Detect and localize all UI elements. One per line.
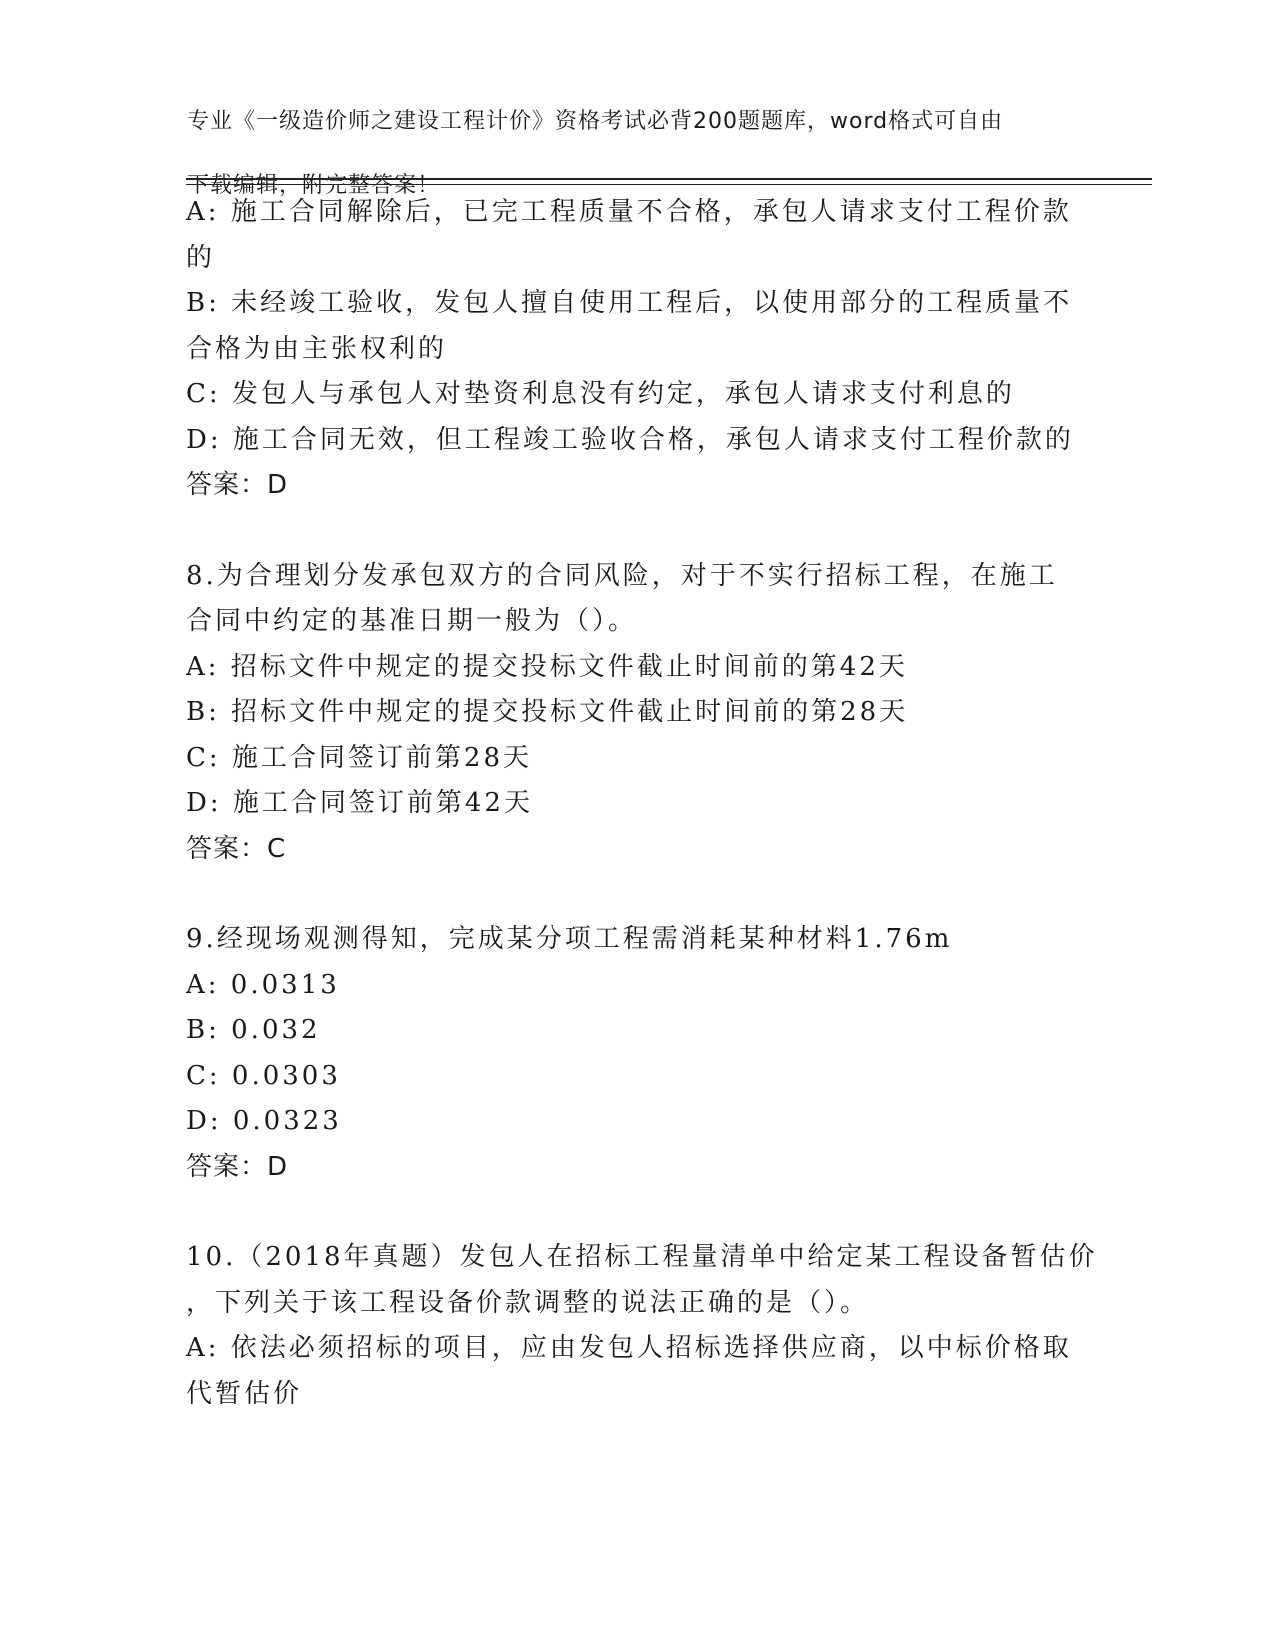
question-stem-line-1: 8.为合理划分发承包双方的合同风险，对于不实行招标工程，在施工 bbox=[186, 560, 1058, 591]
option-a-line-2: 代暂估价 bbox=[186, 1378, 303, 1409]
answer: 答案：C bbox=[186, 833, 287, 864]
header-line-1: 专业《一级造价师之建设工程计价》资格考试必背200题题库，word格式可自由 bbox=[187, 109, 1004, 134]
option-d: D: 施工合同签订前第42天 bbox=[186, 788, 533, 818]
question-stem-line-2: ，下列关于该工程设备价款调整的说法正确的是（）。 bbox=[186, 1287, 870, 1318]
option-b: B: 0.032 bbox=[186, 1015, 321, 1045]
header-divider-thin bbox=[186, 184, 1152, 185]
answer: 答案：D bbox=[186, 470, 289, 500]
question-content bbox=[186, 190, 1098, 1462]
option-c: C: 0.0303 bbox=[186, 1060, 341, 1091]
question-8 bbox=[186, 554, 1086, 873]
option-b-line-1: B: 未经竣工验收，发包人擅自使用工程后，以使用部分的工程质量不 bbox=[186, 288, 1073, 318]
option-a-line-1: A: 施工合同解除后，已完工程质量不合格，承包人请求支付工程价款 bbox=[186, 197, 1072, 227]
question-stem-line-1: 9.经现场观测得知，完成某分项工程需消耗某种材料1.76m bbox=[186, 924, 953, 954]
question-stem-line-2: 合同中约定的基准日期一般为（）。 bbox=[186, 606, 638, 636]
option-a: A: 招标文件中规定的提交投标文件截止时间前的第42天 bbox=[186, 651, 908, 682]
question-7 bbox=[186, 190, 1086, 509]
option-d: D: 0.0323 bbox=[186, 1106, 342, 1136]
answer: 答案：D bbox=[186, 1151, 289, 1182]
option-c: C: 发包人与承包人对垫资利息没有约定，承包人请求支付利息的 bbox=[186, 379, 1015, 409]
option-b: B: 招标文件中规定的提交投标文件截止时间前的第28天 bbox=[186, 697, 909, 727]
option-a-line-2: 的 bbox=[186, 242, 216, 273]
option-a-line-1: A: 依法必须招标的项目，应由发包人招标选择供应商，以中标价格取 bbox=[186, 1333, 1072, 1363]
header-divider-thick bbox=[186, 178, 1152, 180]
question-stem-line-1: 10.（2018年真题）发包人在招标工程量清单中给定某工程设备暂估价 bbox=[186, 1242, 1098, 1272]
option-b-line-2: 合格为由主张权利的 bbox=[186, 333, 448, 364]
option-a: A: 0.0313 bbox=[186, 969, 340, 1000]
question-10 bbox=[186, 1235, 1098, 1417]
question-9 bbox=[186, 917, 1086, 1190]
option-c: C: 施工合同签订前第28天 bbox=[186, 742, 533, 773]
header-line-2: 下载编辑，附完整答案！ bbox=[187, 173, 441, 198]
option-d: D: 施工合同无效，但工程竣工验收合格，承包人请求支付工程价款的 bbox=[186, 424, 1074, 455]
